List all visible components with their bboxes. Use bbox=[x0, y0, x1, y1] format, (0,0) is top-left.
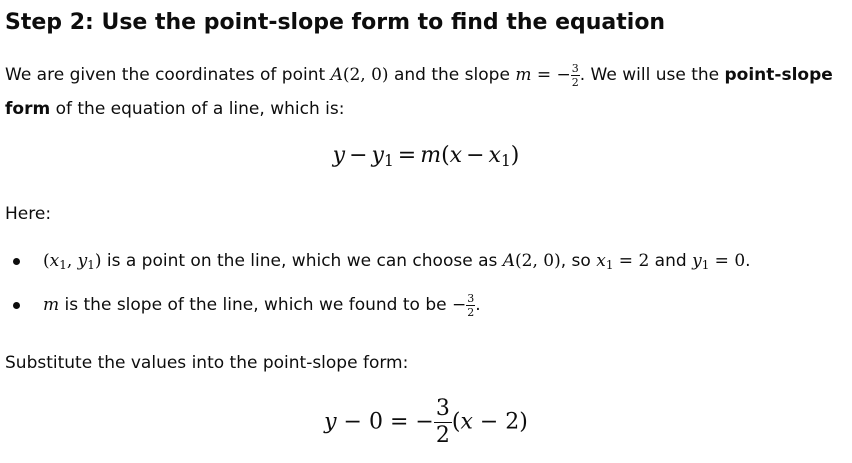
b1-y-subscript: 1 bbox=[87, 257, 95, 272]
b2-slope-fraction bbox=[466, 293, 475, 318]
intro-text-3: . We will use the bbox=[579, 65, 725, 85]
b1-y1-value: = 0 bbox=[709, 251, 746, 271]
list-item bbox=[0, 287, 852, 323]
b1-point-label: A bbox=[502, 251, 516, 271]
result-lhs: − 0 = − bbox=[336, 409, 434, 435]
formula-x1-subscript: 1 bbox=[500, 151, 511, 170]
substituted-equation bbox=[0, 398, 852, 447]
formula-open-paren: ( bbox=[441, 143, 450, 168]
slope-variable: m bbox=[515, 65, 532, 85]
result-open-paren: ( bbox=[451, 409, 461, 435]
formula-equals: = bbox=[397, 143, 417, 168]
b1-x1-subscript: 1 bbox=[605, 257, 614, 272]
b1-text-3: and bbox=[649, 251, 693, 271]
point-slope-term: point-slope form bbox=[5, 65, 833, 119]
b1-close-paren: ) bbox=[94, 251, 102, 271]
slope-numerator: 3 bbox=[571, 61, 579, 75]
b2-denominator: 2 bbox=[467, 305, 475, 319]
b1-y: y bbox=[77, 251, 88, 271]
result-fraction bbox=[434, 398, 452, 447]
result-x: x bbox=[460, 409, 473, 435]
b2-numerator: 3 bbox=[467, 291, 475, 305]
formula-minus-2: − bbox=[466, 143, 485, 168]
bullet-icon bbox=[13, 258, 20, 265]
formula-m: m bbox=[420, 143, 442, 168]
b2-m: m bbox=[43, 295, 60, 315]
b1-open-paren: ( bbox=[43, 251, 50, 271]
b1-text-2: , so bbox=[560, 251, 597, 271]
intro-paragraph bbox=[5, 58, 845, 126]
formula-y1: y bbox=[371, 143, 384, 168]
list-item bbox=[0, 243, 852, 279]
b1-comma: , bbox=[66, 251, 73, 271]
b1-x1: x bbox=[596, 251, 606, 271]
formula-minus: − bbox=[349, 143, 368, 168]
intro-text-2: and the slope bbox=[388, 65, 516, 85]
step-title: Step 2: Use the point-slope form to find the equation bbox=[5, 10, 666, 35]
intro-text-1: We are given the coordinates of point bbox=[5, 65, 331, 85]
explanation-list bbox=[0, 243, 852, 331]
b2-period: . bbox=[475, 295, 481, 315]
slope-denominator: 2 bbox=[571, 75, 579, 89]
slope-fraction bbox=[571, 63, 580, 88]
here-label: Here: bbox=[5, 204, 52, 224]
result-y: y bbox=[324, 409, 337, 435]
b1-period: . bbox=[745, 251, 751, 271]
slope-equals: = − bbox=[531, 65, 571, 85]
b1-point-coords: (2, 0) bbox=[515, 251, 561, 271]
result-numerator: 3 bbox=[435, 396, 450, 421]
bullet-icon bbox=[13, 302, 20, 309]
b1-x: x bbox=[49, 251, 60, 271]
result-rest: − 2) bbox=[472, 409, 528, 435]
point-coords: (2, 0) bbox=[342, 65, 389, 85]
b1-x-subscript: 1 bbox=[59, 257, 67, 272]
b2-negative-sign: − bbox=[451, 295, 467, 315]
point-label: A bbox=[330, 65, 343, 85]
b1-y1-subscript: 1 bbox=[701, 257, 710, 272]
b1-x1-value: = 2 bbox=[613, 251, 650, 271]
formula-y1-subscript: 1 bbox=[383, 151, 394, 170]
b1-y1: y bbox=[692, 251, 702, 271]
result-denominator: 2 bbox=[435, 423, 450, 448]
substitute-instruction: Substitute the values into the point-slope form: bbox=[5, 353, 409, 373]
intro-text-4: of the equation of a line, which is: bbox=[50, 99, 345, 119]
point-slope-formula bbox=[0, 143, 852, 168]
b1-text-1: is a point on the line, which we can choose as bbox=[101, 251, 503, 271]
formula-close-paren: ) bbox=[510, 143, 520, 168]
formula-y: y bbox=[332, 143, 346, 168]
formula-x: x bbox=[449, 143, 463, 168]
formula-x1: x bbox=[488, 143, 501, 168]
b2-text-1: is the slope of the line, which we found to be bbox=[59, 295, 452, 315]
